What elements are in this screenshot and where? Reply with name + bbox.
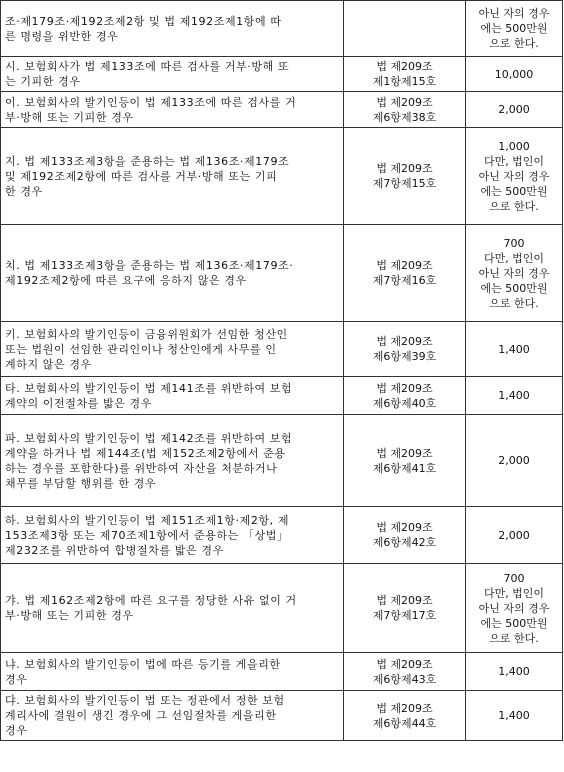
fine-amount-cell — [466, 1, 563, 57]
violation-description-cell — [1, 507, 344, 564]
table-row — [1, 1, 563, 57]
violation-description-line: 및 제192조제2항에 따른 검사를 거부·방해 또는 기피 — [5, 169, 278, 183]
legal-basis-line: 법 제209조 — [376, 594, 433, 607]
legal-basis-line: 제6항제42호 — [372, 536, 437, 549]
table-row — [1, 128, 563, 225]
violation-description-cell — [1, 128, 344, 225]
fine-amount-line: 에는 500만원 — [480, 22, 548, 35]
legal-basis-line: 법 제209조 — [376, 521, 433, 534]
fine-amount-line: 아닌 자의 경우 — [478, 7, 550, 20]
table-row — [1, 225, 563, 322]
fine-amount-cell — [466, 128, 563, 225]
table-row — [1, 691, 563, 741]
fine-amount-line: 으로 한다. — [489, 631, 539, 645]
violation-description-line: 계하지 않은 경우 — [5, 357, 92, 371]
fine-amount-line: 1,000 — [498, 139, 530, 153]
fine-amount-line: 에는 500만원 — [480, 281, 548, 295]
fine-amount-line: 에는 500만원 — [480, 184, 548, 198]
violation-description-line: 부·방해 또는 기피한 경우 — [5, 609, 134, 622]
fine-amount-line: 으로 한다. — [489, 199, 539, 213]
legal-basis-line: 법 제209조 — [376, 60, 433, 73]
table-row — [1, 415, 563, 507]
legal-basis-cell — [344, 322, 466, 377]
fine-amount-cell — [466, 92, 563, 128]
violation-description-line: 부·방해 또는 기피한 경우 — [5, 110, 134, 124]
legal-basis-cell — [344, 564, 466, 653]
violation-description-cell — [1, 377, 344, 415]
fine-amount-line: 2,000 — [498, 528, 530, 542]
table-row — [1, 377, 563, 415]
violation-description-cell — [1, 1, 344, 57]
fine-amount-cell — [466, 322, 563, 377]
table-row — [1, 507, 563, 564]
legal-basis-line: 법 제209조 — [376, 95, 433, 109]
legal-basis-cell — [344, 92, 466, 128]
fine-amount-line: 1,400 — [498, 665, 530, 678]
legal-basis-cell — [344, 507, 466, 564]
violation-description-line: 타. 보험회사의 발기인등이 법 제141조를 위반하여 보험 — [5, 381, 293, 395]
fine-amount-cell — [466, 653, 563, 691]
fine-amount-line: 700 — [503, 571, 525, 585]
legal-basis-line: 제7항제16호 — [372, 274, 437, 287]
fine-amount-cell — [466, 377, 563, 415]
fine-amount-line: 1,400 — [498, 342, 530, 356]
violation-description-line: 댜. 보험회사의 발기인등이 법 또는 정관에서 정한 보험 — [5, 694, 285, 707]
violation-description-cell — [1, 92, 344, 128]
violation-description-line: 른 명령을 위반한 경우 — [5, 29, 119, 43]
violation-description-line: 시. 보험회사가 법 제133조에 따른 검사를 거부·방해 또 — [5, 60, 290, 73]
violation-description-line: 한 경우 — [5, 184, 43, 198]
violation-description-line: 경우 — [5, 724, 28, 737]
violation-description-line: 는 기피한 경우 — [5, 75, 81, 88]
penalty-table-body — [1, 1, 563, 741]
legal-basis-line: 법 제209조 — [376, 657, 433, 671]
legal-basis-line: 제6항제43호 — [372, 672, 437, 686]
legal-basis-line: 제6항제38호 — [372, 110, 437, 124]
violation-description-line: 조·제179조·제192조제2항 및 법 제192조제1항에 따 — [5, 14, 282, 28]
legal-basis-line: 제7항제17호 — [372, 609, 437, 622]
legal-basis-cell — [344, 57, 466, 92]
legal-basis-line: 제1항제15호 — [372, 75, 437, 88]
violation-description-line: 갸. 법 제162조제2항에 따른 요구를 정당한 사유 없이 거 — [5, 594, 297, 607]
legal-basis-line: 법 제209조 — [376, 381, 433, 395]
violation-description-cell — [1, 653, 344, 691]
violation-description-line: 경우 — [5, 672, 28, 686]
legal-basis-line: 제6항제40호 — [372, 396, 437, 410]
legal-basis-line: 제6항제39호 — [372, 350, 437, 363]
violation-description-line: 파. 보험회사의 발기인등이 법 제142조를 위반하여 보험 — [5, 431, 293, 445]
fine-amount-cell — [466, 57, 563, 92]
violation-description-line: 또는 법원이 선임한 관리인이나 청산인에게 사무를 인 — [5, 342, 277, 356]
violation-description-cell — [1, 691, 344, 741]
violation-description-line: 하. 보험회사의 발기인등이 법 제151조제1항·제2항, 제 — [5, 513, 290, 527]
fine-amount-line: 10,000 — [494, 67, 534, 81]
violation-description-cell — [1, 564, 344, 653]
violation-description-line: 지. 법 제133조제3항을 준용하는 법 제136조·제179조 — [5, 154, 290, 168]
table-row — [1, 653, 563, 691]
fine-amount-cell — [466, 507, 563, 564]
fine-amount-line: 다만, 법인이 — [483, 154, 545, 168]
violation-description-line: 153조제3항 또는 제70조제1항에서 준용하는 「상법」 — [5, 528, 289, 542]
legal-basis-line: 법 제209조 — [376, 162, 433, 175]
legal-basis-line: 제7항제15호 — [372, 177, 437, 190]
violation-description-line: 제192조제2항에 따른 요구에 응하지 않은 경우 — [5, 274, 247, 287]
violation-description-line: 채무를 부담할 행위를 한 경우 — [5, 476, 157, 490]
violation-description-cell — [1, 57, 344, 92]
fine-amount-line: 으로 한다. — [489, 37, 539, 50]
fine-amount-cell — [466, 691, 563, 741]
fine-amount-line: 700 — [503, 236, 525, 250]
violation-description-line: 하는 경우를 포함한다)를 위반하여 자산을 처분하거나 — [5, 461, 278, 475]
legal-basis-cell — [344, 653, 466, 691]
legal-basis-cell — [344, 415, 466, 507]
table-row — [1, 322, 563, 377]
violation-description-line: 치. 법 제133조제3항을 준용하는 법 제136조·제179조· — [5, 259, 294, 272]
fine-amount-line: 에는 500만원 — [480, 616, 548, 630]
violation-description-line: 계약을 하거나 법 제144조(법 제152조제2항에서 준용 — [5, 446, 286, 460]
violation-description-line: 키. 보험회사의 발기인등이 금융위원회가 선임한 청산인 — [5, 327, 288, 341]
violation-description-cell — [1, 322, 344, 377]
legal-basis-cell — [344, 128, 466, 225]
violation-description-cell — [1, 415, 344, 507]
fine-amount-line: 아닌 자의 경우 — [478, 266, 550, 280]
fine-amount-cell — [466, 415, 563, 507]
violation-description-line: 계리사에 결원이 생긴 경우에 그 선임절차를 게을리한 — [5, 709, 277, 722]
violation-description-cell — [1, 225, 344, 322]
fine-amount-line: 1,400 — [498, 389, 530, 402]
legal-basis-line: 법 제209조 — [376, 446, 433, 460]
legal-basis-cell — [344, 1, 466, 57]
legal-basis-cell — [344, 225, 466, 322]
table-row — [1, 92, 563, 128]
table-row — [1, 57, 563, 92]
legal-basis-line: 법 제209조 — [376, 335, 433, 348]
fine-amount-line: 다만, 법인이 — [483, 586, 545, 600]
legal-basis-cell — [344, 691, 466, 741]
fine-amount-line: 아닌 자의 경우 — [478, 169, 550, 183]
legal-basis-line: 제6항제44호 — [372, 716, 437, 730]
fine-amount-line: 다만, 법인이 — [483, 251, 545, 265]
violation-description-line: 냐. 보험회사의 발기인등이 법에 따른 등기를 게을리한 — [5, 657, 281, 671]
fine-amount-line: 1,400 — [498, 709, 530, 722]
legal-basis-line: 법 제209조 — [376, 701, 433, 715]
violation-description-line: 제232조를 위반하여 합병절차를 밟은 경우 — [5, 543, 224, 557]
fine-amount-line: 2,000 — [498, 103, 530, 116]
table-row — [1, 564, 563, 653]
violation-description-line: 이. 보험회사의 발기인등이 법 제133조에 따른 검사를 거 — [5, 95, 297, 109]
fine-amount-cell — [466, 225, 563, 322]
violation-description-line: 계약의 이전절차를 밟은 경우 — [5, 396, 153, 410]
legal-basis-line: 법 제209조 — [376, 259, 433, 272]
fine-amount-line: 2,000 — [498, 454, 530, 467]
legal-basis-line: 제6항제41호 — [372, 461, 437, 475]
legal-basis-cell — [344, 377, 466, 415]
fine-amount-cell — [466, 564, 563, 653]
fine-amount-line: 으로 한다. — [489, 296, 539, 310]
fine-amount-line: 아닌 자의 경우 — [478, 601, 550, 615]
